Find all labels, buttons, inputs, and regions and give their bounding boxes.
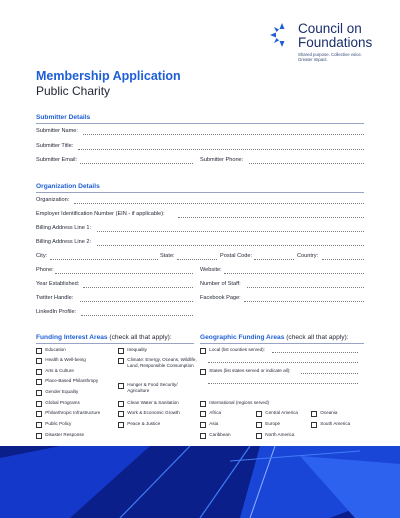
state-label: State:	[160, 253, 175, 259]
logo-mark	[270, 23, 294, 47]
state-field[interactable]	[177, 259, 217, 260]
checkbox-hunger[interactable]: Hunger & Food Security/ Agriculture	[118, 382, 196, 393]
checkbox-international[interactable]: International (regions served)	[200, 400, 269, 407]
checkbox-gender[interactable]: Gender Equality	[36, 389, 78, 396]
website-label: Website:	[200, 267, 222, 273]
year-established-label: Year Established:	[36, 281, 80, 287]
submitter-title-label: Submitter Title:	[36, 143, 74, 149]
submitter-phone-label: Submitter Phone:	[200, 157, 244, 163]
logo-tagline-line2: Greater impact.	[298, 57, 328, 62]
checkbox-south-america[interactable]: South America	[311, 421, 350, 428]
states-field[interactable]	[301, 373, 358, 374]
logo-name-line1: Council on	[298, 21, 362, 36]
submitter-email-label: Submitter Email:	[36, 157, 78, 163]
country-label: Country:	[297, 253, 319, 259]
checkbox-inequality[interactable]: Inequality	[118, 347, 147, 354]
twitter-label: Twitter Handle:	[36, 295, 74, 301]
checkbox-arts[interactable]: Arts & Culture	[36, 368, 74, 375]
checkbox-north-america[interactable]: North America	[256, 432, 294, 439]
twitter-field[interactable]	[80, 301, 193, 302]
checkbox-climate[interactable]: Climate: Energy, Oceans, Wildlife, Land, Responsible Consumption	[118, 357, 198, 368]
states-field-2[interactable]	[208, 383, 358, 384]
geographic-heading: Geographic Funding Areas (check all that apply):	[200, 334, 349, 341]
organization-field[interactable]	[74, 203, 364, 204]
checkbox-disaster[interactable]: Disaster Response	[36, 432, 84, 439]
checkbox-oceania[interactable]: Oceania	[311, 410, 337, 417]
staff-count-label: Number of Staff:	[200, 281, 241, 287]
postal-code-field[interactable]	[254, 259, 294, 260]
checkbox-education[interactable]: Education	[36, 347, 66, 354]
phone-field[interactable]	[55, 273, 193, 274]
local-counties-field[interactable]	[272, 352, 358, 353]
linkedin-label: LinkedIn Profile:	[36, 309, 77, 315]
checkbox-place-based[interactable]: Place-Based Philanthropy	[36, 378, 98, 385]
submitter-email-field[interactable]	[80, 163, 193, 164]
checkbox-work[interactable]: Work & Economic Growth	[118, 410, 180, 417]
checkbox-water[interactable]: Clean Water & Sanitation	[118, 400, 179, 407]
city-label: City:	[36, 253, 48, 259]
divider	[36, 343, 194, 344]
checkbox-caribbean[interactable]: Caribbean	[200, 432, 231, 439]
funding-heading: Funding Interest Areas (check all that apply):	[36, 334, 172, 341]
year-established-field[interactable]	[83, 287, 193, 288]
checkbox-states[interactable]: States (list states served or indicate all):	[200, 368, 291, 375]
billing-address-2-label: Billing Address Line 2:	[36, 239, 92, 245]
checkbox-europe[interactable]: Europe	[256, 421, 280, 428]
submitter-phone-field[interactable]	[249, 163, 364, 164]
organization-heading: Organization Details	[36, 183, 100, 190]
page-title: Membership Application	[36, 69, 181, 83]
logo-name-line2: Foundations	[298, 35, 373, 50]
ein-field[interactable]	[178, 217, 364, 218]
submitter-name-label: Submitter Name:	[36, 128, 78, 134]
local-counties-field-2[interactable]	[208, 362, 358, 363]
divider	[200, 343, 364, 344]
checkbox-health[interactable]: Health & Well-being	[36, 357, 86, 364]
website-field[interactable]	[224, 273, 364, 274]
checkbox-public-policy[interactable]: Public Policy	[36, 421, 71, 428]
checkbox-africa[interactable]: Africa	[200, 410, 221, 417]
footer-shapes	[0, 446, 400, 518]
billing-address-2-field[interactable]	[97, 245, 364, 246]
footer-graphic	[0, 446, 400, 518]
page-subtitle: Public Charity	[36, 84, 111, 98]
facebook-field[interactable]	[244, 301, 364, 302]
checkbox-asia[interactable]: Asia	[200, 421, 218, 428]
staff-count-field[interactable]	[247, 287, 364, 288]
billing-address-1-field[interactable]	[97, 231, 364, 232]
divider	[36, 192, 364, 193]
postal-code-label: Postal Code:	[220, 253, 253, 259]
linkedin-field[interactable]	[81, 315, 193, 316]
phone-label: Phone:	[36, 267, 54, 273]
ein-label: Employer Identification Number (EIN - if applicable):	[36, 211, 165, 217]
checkbox-local[interactable]: Local (list counties served):	[200, 347, 265, 354]
city-field[interactable]	[50, 259, 158, 260]
facebook-label: Facebook Page:	[200, 295, 241, 301]
country-field[interactable]	[322, 259, 364, 260]
divider	[36, 123, 364, 124]
checkbox-central-america[interactable]: Central America	[256, 410, 298, 417]
submitter-name-field[interactable]	[83, 134, 364, 135]
organization-label: Organization:	[36, 197, 70, 203]
logo-tagline-line1: Shared purpose. Collective voice.	[298, 52, 363, 57]
submitter-title-field[interactable]	[78, 149, 364, 150]
checkbox-philanthropic-infra[interactable]: Philanthropic Infrastructure	[36, 410, 100, 417]
checkbox-global[interactable]: Global Programs	[36, 400, 80, 407]
submitter-heading: Submitter Details	[36, 114, 91, 121]
billing-address-1-label: Billing Address Line 1:	[36, 225, 92, 231]
checkbox-peace[interactable]: Peace & Justice	[118, 421, 160, 428]
